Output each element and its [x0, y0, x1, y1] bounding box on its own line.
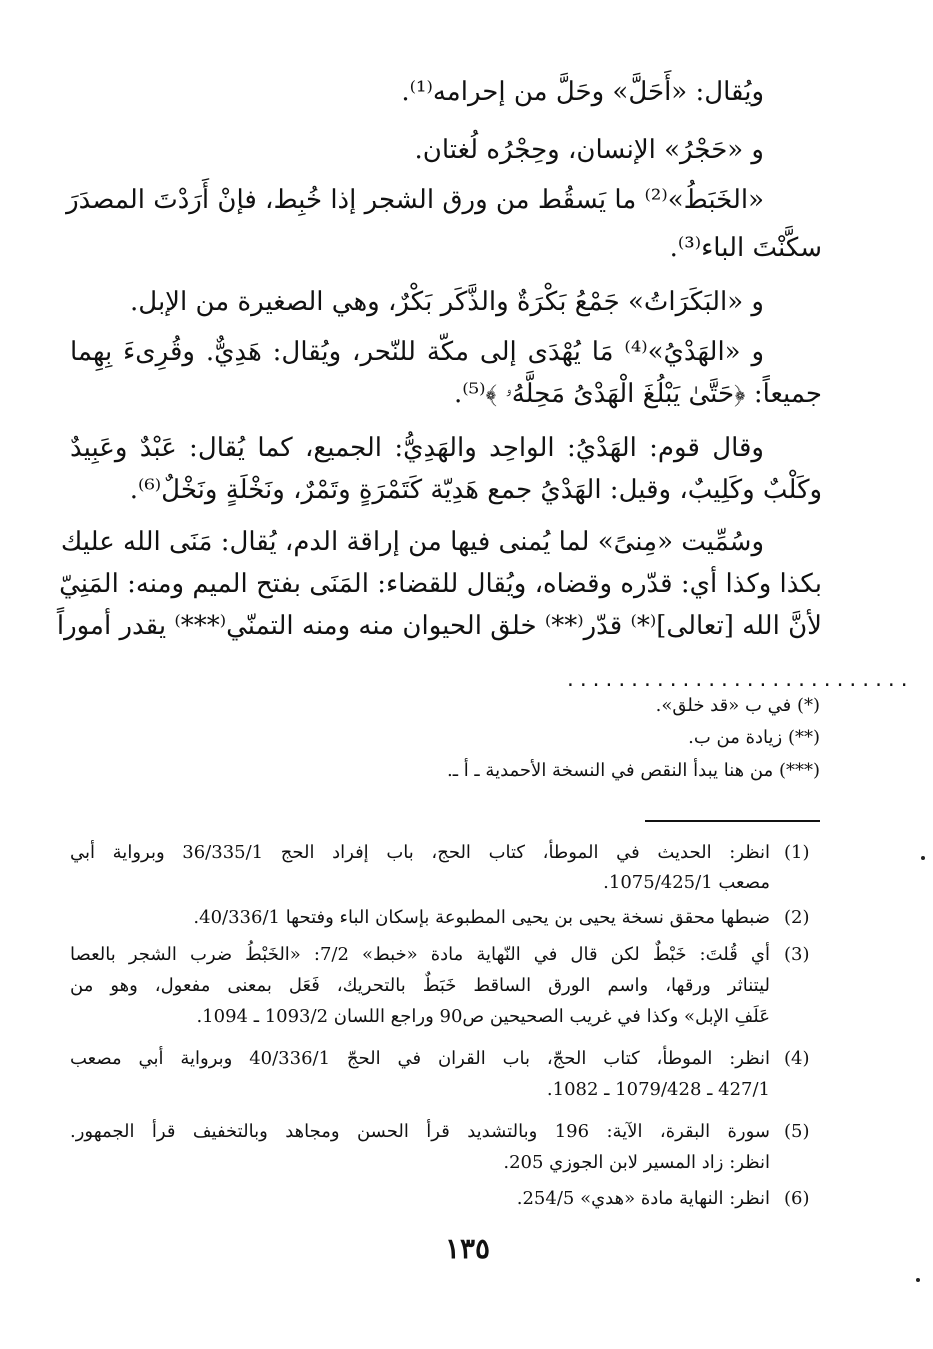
- footnote-number: (6): [784, 1188, 810, 1209]
- body-line-2: و «حَجْرُ» الإنسان، وحِجْرُه لُغتان.: [414, 135, 764, 165]
- footnote-line: انظر: النهاية مادة «هدي» 254/5.: [516, 1188, 770, 1209]
- body-line-3: «الخَبَطُ»⁽²⁾ ما يَسقُط من ورق الشجر إذا خُبِط، فإنْ أَرَدْتَ المصدَرَ: [66, 185, 764, 215]
- body-line-4: سكَّنْتَ الباء⁽³⁾.: [669, 233, 822, 263]
- dotted-separator: ...........................: [565, 670, 912, 691]
- footnote-number: (1): [784, 842, 810, 863]
- footnote-line: سورة البقرة، الآية: 196 وبالتشديد قرأ الحسن ومجاهد وبالتخفيف قرأ الجمهور.: [70, 1121, 770, 1142]
- scan-speck: [921, 856, 925, 860]
- footnote-number: (3): [784, 944, 810, 965]
- footnote-line: ليتناثر ورقها، واسم الورق الساقط خَبَطٌ بالتحريك، فَعَل بمعنى مفعول، وهو من: [70, 975, 770, 996]
- footnote-line: أي قُلتَ: خَبْطٌ لكن قال في النّهاية مادة «خبط» 7/2: «الخَبْطُ ضرب الشجر بالعصا: [70, 944, 770, 965]
- sub-note-3: (***) من هنا يبدأ النقص في النسخة الأحمدية ـ أ ـ.: [446, 760, 820, 781]
- footnote-line: مصعب 1075/425/1.: [603, 872, 770, 893]
- footnote-divider: [645, 820, 820, 822]
- body-line-9: وكَلْبٌ وكَلِيبٌ، وقيل: الهَدْيُ جمع هَدِيّة كَتَمْرَةٍ وتَمْرٌ، ونَخْلَةٍ ونَخْلٌ⁽⁶⁾.: [129, 475, 822, 505]
- footnote-line: ضبطها محقق نسخة يحيى بن يحيى المطبوعة بإسكان الباء وفتحها 40/336/1.: [193, 907, 770, 928]
- body-line-6: و «الهَدْيُ»⁽⁴⁾ مَا يُهْدَى إلى مكّة للنّحر، ويُقال: هَدِيٌّ. وقُرِىءَ بِهِما: [70, 337, 765, 367]
- footnote-line: عَلَفِ الإبل» وكذا في غريب الصحيحين ص90 وراجع اللسان 1093/2 ـ 1094.: [196, 1006, 770, 1027]
- body-line-12: لأنَّ الله [تعالى]⁽*⁾ قدّر⁽**⁾ خلق الحيوان منه ومنه التمنّي⁽***⁾ يقدر أموراً: [56, 611, 822, 641]
- footnote-line: انظر: الحديث في الموطأ، كتاب الحج، باب إفراد الحج 36/335/1 وبرواية أبي: [70, 842, 770, 863]
- body-line-1: ويُقال: «أَحَلَّ» وحَلَّ من إحرامه⁽¹⁾.: [401, 77, 764, 107]
- body-line-10: وسُمِّيت «مِنىً» لما يُمنى فيها من إراقة الدم، يُقال: مَنَى الله عليك: [60, 527, 764, 557]
- body-line-8: وقال قوم: الهَدْيُ: الواحِد والهَدِيُّ: الجميع، كما يُقال: عَبْدٌ وعَبِيدٌ: [70, 433, 764, 463]
- footnote-number: (5): [784, 1121, 810, 1142]
- footnote-line: 427/1 ـ 1079/428 ـ 1082.: [546, 1079, 770, 1100]
- footnote-number: (4): [784, 1048, 810, 1069]
- sub-note-2: (**) زيادة من ب.: [688, 727, 820, 748]
- body-line-11: بكذا وكذا أي: قدّره وقضاه، ويُقال للقضاء: المَنَى بفتح الميم ومنه: المَنِيّ: [59, 569, 822, 599]
- footnote-line: انظر: زاد المسير لابن الجوزي 205.: [503, 1152, 770, 1173]
- footnote-line: انظر: الموطأ، كتاب الحجّ، باب القران في الحجّ 40/336/1 وبرواية أبي مصعب: [70, 1048, 770, 1069]
- footnote-number: (2): [784, 907, 810, 928]
- body-line-7: جميعاً: ﴿حَتَّىٰ يَبْلُغَ الْهَدْىُ مَحِلَّهُۥ ﴾⁽⁵⁾.: [453, 379, 822, 409]
- body-line-5: و «البَكَرَاتُ» جَمْعُ بَكْرَةٌ والذَّكَر بَكْرٌ، وهي الصغيرة من الإبل.: [129, 287, 764, 317]
- scan-speck: [916, 1278, 920, 1282]
- sub-note-1: (*) في ب «قد خلق».: [655, 695, 820, 716]
- page-number: ١٣٥: [444, 1232, 491, 1265]
